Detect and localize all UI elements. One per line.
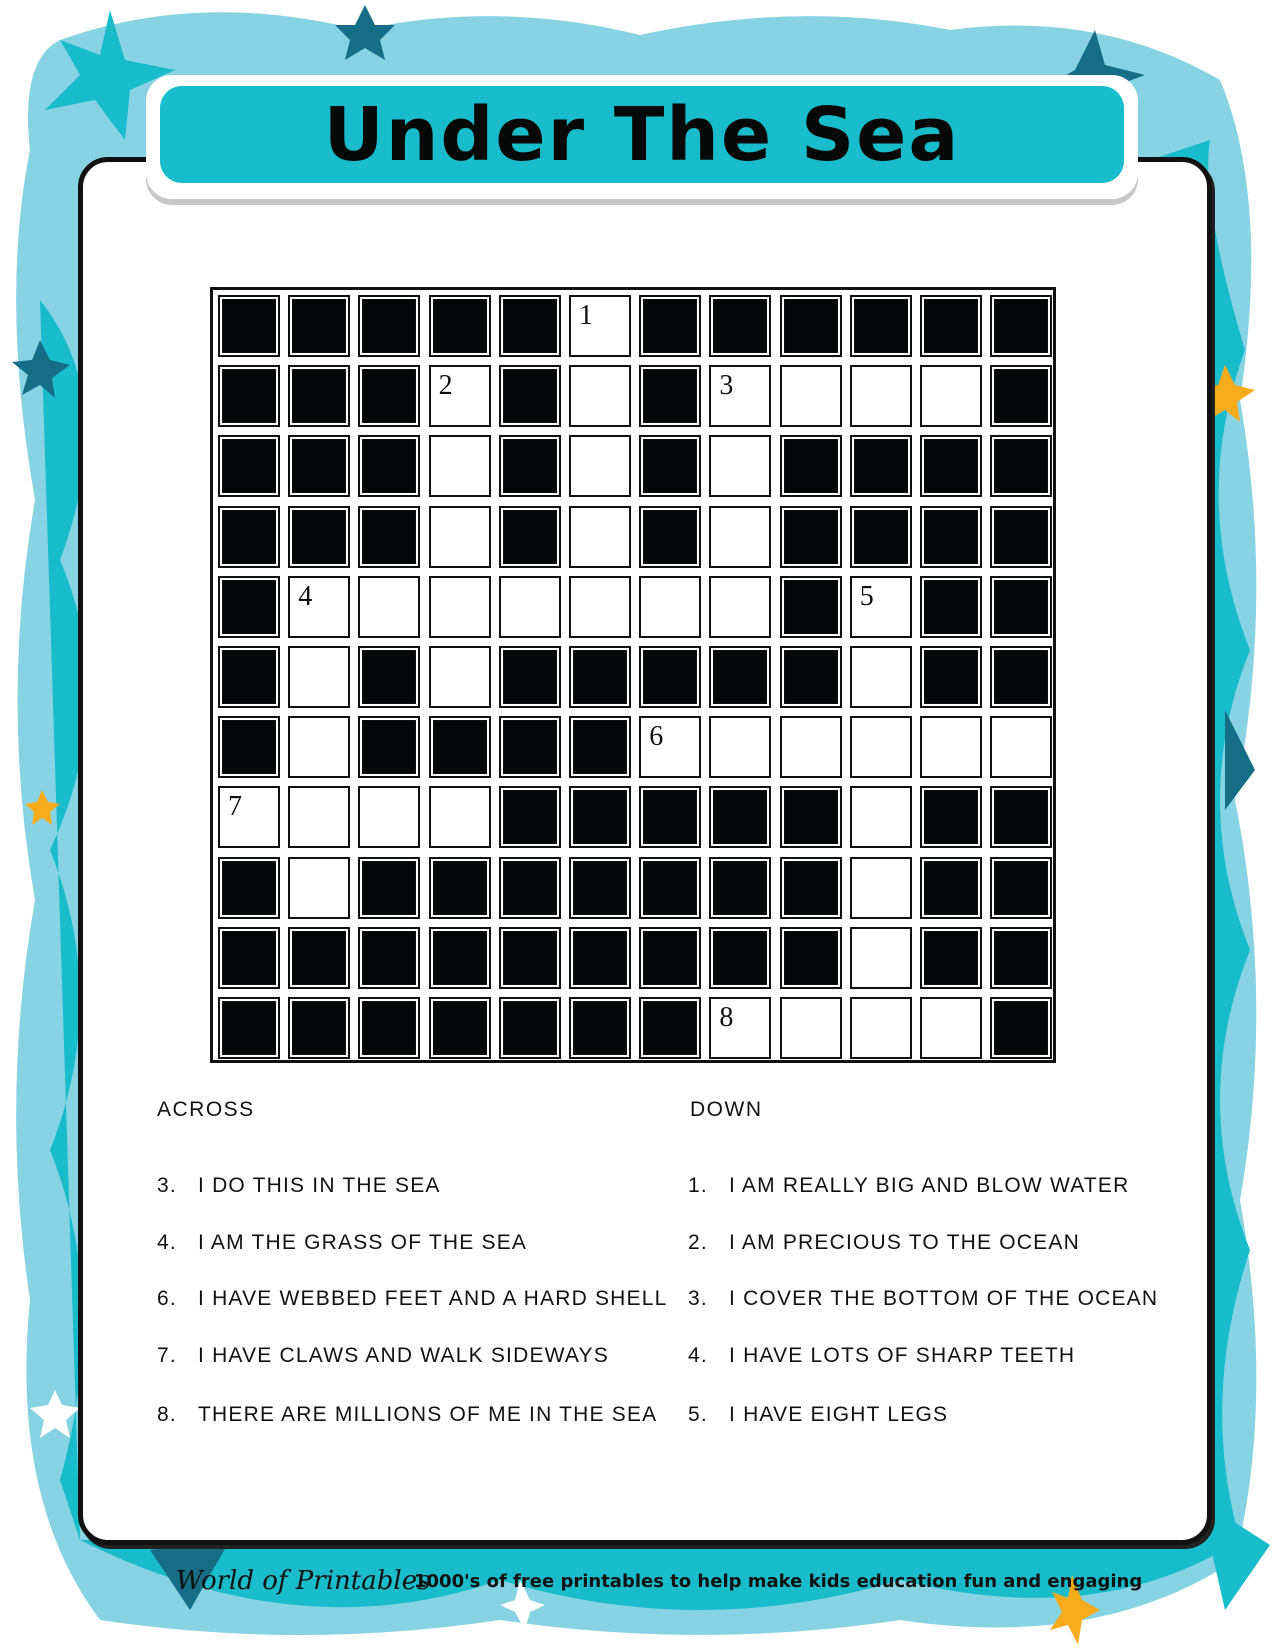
blocked-cell	[358, 857, 420, 919]
clue-text: I AM PRECIOUS TO THE OCEAN	[729, 1231, 1080, 1254]
answer-cell[interactable]	[288, 857, 350, 919]
clue-number-label: 4.	[688, 1344, 708, 1367]
clue-number: 5	[859, 580, 874, 612]
blocked-cell	[780, 435, 842, 497]
blocked-cell	[920, 927, 982, 989]
blocked-cell	[709, 857, 771, 919]
answer-cell[interactable]	[218, 786, 280, 848]
blocked-cell	[288, 997, 350, 1059]
clue-text: I HAVE LOTS OF SHARP TEETH	[729, 1344, 1076, 1367]
clue-text: I AM THE GRASS OF THE SEA	[198, 1231, 528, 1254]
clue-number: 6	[649, 721, 664, 753]
answer-cell[interactable]	[780, 365, 842, 427]
answer-cell[interactable]	[499, 576, 561, 638]
blocked-cell	[990, 365, 1052, 427]
blocked-cell	[358, 997, 420, 1059]
blocked-cell	[780, 506, 842, 568]
answer-cell[interactable]	[920, 716, 982, 778]
answer-cell[interactable]	[569, 435, 631, 497]
blocked-cell	[709, 927, 771, 989]
blocked-cell	[990, 997, 1052, 1059]
blocked-cell	[358, 716, 420, 778]
clue-number-label: 7.	[157, 1344, 177, 1367]
blocked-cell	[990, 646, 1052, 708]
blocked-cell	[569, 997, 631, 1059]
blocked-cell	[639, 365, 701, 427]
blocked-cell	[850, 435, 912, 497]
clue-number: 4	[298, 580, 313, 612]
blocked-cell	[920, 857, 982, 919]
clue-number-label: 5.	[688, 1403, 708, 1426]
blocked-cell	[499, 435, 561, 497]
blocked-cell	[569, 786, 631, 848]
answer-cell[interactable]	[358, 576, 420, 638]
clue-number-label: 8.	[157, 1403, 177, 1426]
blocked-cell	[499, 365, 561, 427]
blocked-cell	[780, 857, 842, 919]
down-clue	[688, 1344, 1075, 1368]
blocked-cell	[288, 927, 350, 989]
down-clue	[688, 1231, 1080, 1255]
clue-number: 1	[579, 300, 593, 331]
blocked-cell	[499, 716, 561, 778]
blocked-cell	[920, 786, 982, 848]
blocked-cell	[358, 365, 420, 427]
answer-cell[interactable]	[709, 997, 771, 1059]
crossword-grid	[210, 287, 1056, 1063]
blocked-cell	[218, 997, 280, 1059]
title-banner	[146, 75, 1138, 199]
blocked-cell	[218, 435, 280, 497]
answer-cell[interactable]	[639, 576, 701, 638]
answer-cell[interactable]	[569, 365, 631, 427]
blocked-cell	[499, 997, 561, 1059]
blocked-cell	[429, 927, 491, 989]
answer-cell[interactable]	[709, 365, 771, 427]
answer-cell[interactable]	[850, 365, 912, 427]
answer-cell[interactable]	[990, 716, 1052, 778]
answer-cell[interactable]	[358, 786, 420, 848]
answer-cell[interactable]	[780, 997, 842, 1059]
blocked-cell	[358, 435, 420, 497]
blocked-cell	[920, 435, 982, 497]
answer-cell[interactable]	[429, 646, 491, 708]
clue-number: 2	[438, 370, 453, 402]
clue-text: THERE ARE MILLIONS OF ME IN THE SEA	[198, 1403, 658, 1426]
answer-cell[interactable]	[850, 646, 912, 708]
clue-text: I HAVE EIGHT LEGS	[729, 1403, 949, 1426]
clue-number-label: 1.	[688, 1174, 708, 1197]
blocked-cell	[429, 857, 491, 919]
blocked-cell	[358, 646, 420, 708]
blocked-cell	[639, 435, 701, 497]
clue-text: I AM REALLY BIG AND BLOW WATER	[729, 1174, 1130, 1197]
answer-cell[interactable]	[850, 786, 912, 848]
answer-cell[interactable]	[920, 997, 982, 1059]
blocked-cell	[920, 506, 982, 568]
blocked-cell	[990, 435, 1052, 497]
blocked-cell	[639, 646, 701, 708]
clue-text: I HAVE WEBBED FEET AND A HARD SHELL	[198, 1287, 668, 1310]
brand-logo: World of Printables	[176, 1566, 431, 1596]
clue-number-label: 6.	[157, 1287, 177, 1310]
answer-cell[interactable]	[709, 716, 771, 778]
blocked-cell	[990, 786, 1052, 848]
across-clue	[157, 1344, 609, 1368]
blocked-cell	[499, 786, 561, 848]
answer-cell[interactable]	[288, 716, 350, 778]
blocked-cell	[499, 927, 561, 989]
clue-number: 7	[228, 791, 242, 823]
blocked-cell	[429, 997, 491, 1059]
answer-cell[interactable]	[569, 576, 631, 638]
blocked-cell	[920, 646, 982, 708]
blocked-cell	[218, 857, 280, 919]
down-clue	[688, 1287, 1158, 1311]
blocked-cell	[920, 295, 982, 357]
blocked-cell	[780, 295, 842, 357]
blocked-cell	[709, 646, 771, 708]
blocked-cell	[218, 716, 280, 778]
page-title: Under The Sea	[323, 91, 961, 178]
answer-cell[interactable]	[850, 997, 912, 1059]
blocked-cell	[709, 295, 771, 357]
blocked-cell	[358, 295, 420, 357]
across-clue	[157, 1287, 668, 1311]
answer-cell[interactable]	[709, 435, 771, 497]
clue-text: I COVER THE BOTTOM OF THE OCEAN	[729, 1287, 1159, 1310]
blocked-cell	[569, 857, 631, 919]
clue-number: 8	[719, 1002, 734, 1033]
answer-cell[interactable]	[850, 716, 912, 778]
blocked-cell	[990, 506, 1052, 568]
blocked-cell	[850, 295, 912, 357]
blocked-cell	[569, 716, 631, 778]
blocked-cell	[429, 716, 491, 778]
blocked-cell	[990, 857, 1052, 919]
clue-number: 3	[719, 370, 734, 402]
blocked-cell	[990, 576, 1052, 638]
across-heading: ACROSS	[157, 1098, 255, 1121]
blocked-cell	[499, 646, 561, 708]
across-clue	[157, 1403, 657, 1427]
down-clue	[688, 1403, 948, 1427]
blocked-cell	[850, 506, 912, 568]
across-clue	[157, 1174, 441, 1198]
across-clue	[157, 1231, 527, 1255]
blocked-cell	[499, 506, 561, 568]
answer-cell[interactable]	[429, 506, 491, 568]
blocked-cell	[288, 506, 350, 568]
blocked-cell	[569, 927, 631, 989]
answer-cell[interactable]	[850, 576, 912, 638]
blocked-cell	[429, 295, 491, 357]
blocked-cell	[218, 576, 280, 638]
blocked-cell	[569, 646, 631, 708]
blocked-cell	[709, 786, 771, 848]
answer-cell[interactable]	[429, 435, 491, 497]
blocked-cell	[288, 295, 350, 357]
answer-cell[interactable]	[850, 857, 912, 919]
answer-cell[interactable]	[288, 646, 350, 708]
blocked-cell	[639, 927, 701, 989]
answer-cell[interactable]	[920, 365, 982, 427]
answer-cell[interactable]	[429, 786, 491, 848]
answer-cell[interactable]	[850, 927, 912, 989]
answer-cell[interactable]	[429, 365, 491, 427]
blocked-cell	[920, 576, 982, 638]
blocked-cell	[358, 927, 420, 989]
blocked-cell	[218, 506, 280, 568]
blocked-cell	[499, 295, 561, 357]
answer-cell[interactable]	[288, 576, 350, 638]
answer-cell[interactable]	[429, 576, 491, 638]
blocked-cell	[780, 786, 842, 848]
blocked-cell	[218, 927, 280, 989]
blocked-cell	[218, 365, 280, 427]
down-clue	[688, 1174, 1129, 1198]
blocked-cell	[780, 646, 842, 708]
answer-cell[interactable]	[780, 716, 842, 778]
clue-text: I DO THIS IN THE SEA	[198, 1174, 441, 1197]
blocked-cell	[780, 927, 842, 989]
title-banner-fill	[160, 86, 1124, 183]
blocked-cell	[639, 506, 701, 568]
blocked-cell	[288, 435, 350, 497]
clue-number-label: 2.	[688, 1231, 708, 1254]
blocked-cell	[990, 295, 1052, 357]
answer-cell[interactable]	[709, 506, 771, 568]
blocked-cell	[990, 927, 1052, 989]
down-heading: DOWN	[690, 1098, 763, 1121]
blocked-cell	[780, 576, 842, 638]
answer-cell[interactable]	[709, 576, 771, 638]
clue-number-label: 3.	[157, 1174, 177, 1197]
blocked-cell	[218, 295, 280, 357]
answer-cell[interactable]	[288, 786, 350, 848]
blocked-cell	[639, 786, 701, 848]
blocked-cell	[639, 997, 701, 1059]
answer-cell[interactable]	[569, 295, 631, 357]
clue-number-label: 4.	[157, 1231, 177, 1254]
blocked-cell	[218, 646, 280, 708]
answer-cell[interactable]	[569, 506, 631, 568]
footer-tagline: 1000's of free printables to help make kids education fun and engaging	[414, 1571, 1143, 1592]
blocked-cell	[639, 857, 701, 919]
clue-text: I HAVE CLAWS AND WALK SIDEWAYS	[198, 1344, 609, 1367]
blocked-cell	[499, 857, 561, 919]
answer-cell[interactable]	[639, 716, 701, 778]
blocked-cell	[358, 506, 420, 568]
clue-number-label: 3.	[688, 1287, 708, 1310]
blocked-cell	[639, 295, 701, 357]
blocked-cell	[288, 365, 350, 427]
